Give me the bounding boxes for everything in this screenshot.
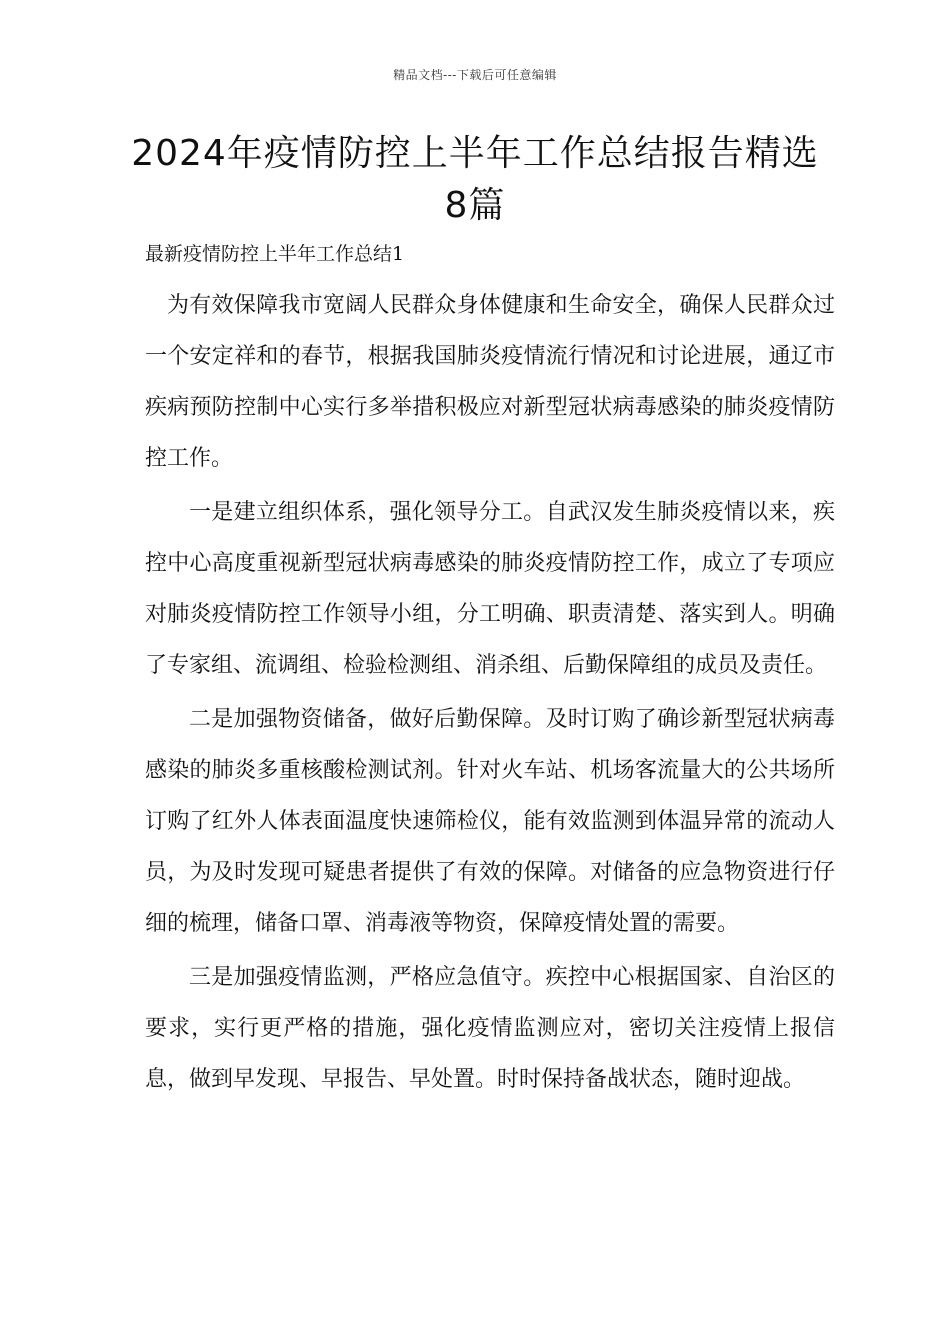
header-note: 精品文档---下载后可任意编辑 bbox=[393, 68, 557, 82]
section-heading: 最新疫情防控上半年工作总结1 bbox=[145, 243, 405, 265]
paragraph-organization: 一是建立组织体系，强化领导分工。自武汉发生肺炎疫情以来，疾控中心高度重视新型冠状病毒感染的肺炎疫情防控工作，成立了专项应对肺炎疫情防控工作领导小组，分工明确、职责清楚、落实到人。明确了专家组、流调组、检验检测组、消杀组、后勤保障组的成员及责任。 bbox=[145, 500, 835, 678]
paragraph-intro: 为有效保障我市宽阔人民群众身体健康和生命安全，确保人民群众过一个安定祥和的春节，根据我国肺炎疫情流行情况和讨论进展，通辽市疾病预防控制中心实行多举措积极应对新型冠状病毒感染的肺炎疫情防控工作。 bbox=[145, 293, 835, 471]
document-title: 2024年疫情防控上半年工作总结报告精选8篇 bbox=[131, 133, 819, 226]
paragraph-monitoring: 三是加强疫情监测，严格应急值守。疾控中心根据国家、自治区的要求，实行更严格的措施，强化疫情监测应对，密切关注疫情上报信息，做到早发现、早报告、早处置。时时保持备战状态，随时迎战。 bbox=[145, 965, 835, 1092]
paragraph-supplies: 二是加强物资储备，做好后勤保障。及时订购了确诊新型冠状病毒感染的肺炎多重核酸检测试剂。针对火车站、机场客流量大的公共场所订购了红外人体表面温度快速筛检仪，能有效监测到体温异常的流动人员，为及时发现可疑患者提供了有效的保障。对储备的应急物资进行仔细的梳理，储备口罩、消毒液等物资，保障疫情处置的需要。 bbox=[145, 707, 835, 936]
document-body bbox=[145, 280, 835, 1108]
